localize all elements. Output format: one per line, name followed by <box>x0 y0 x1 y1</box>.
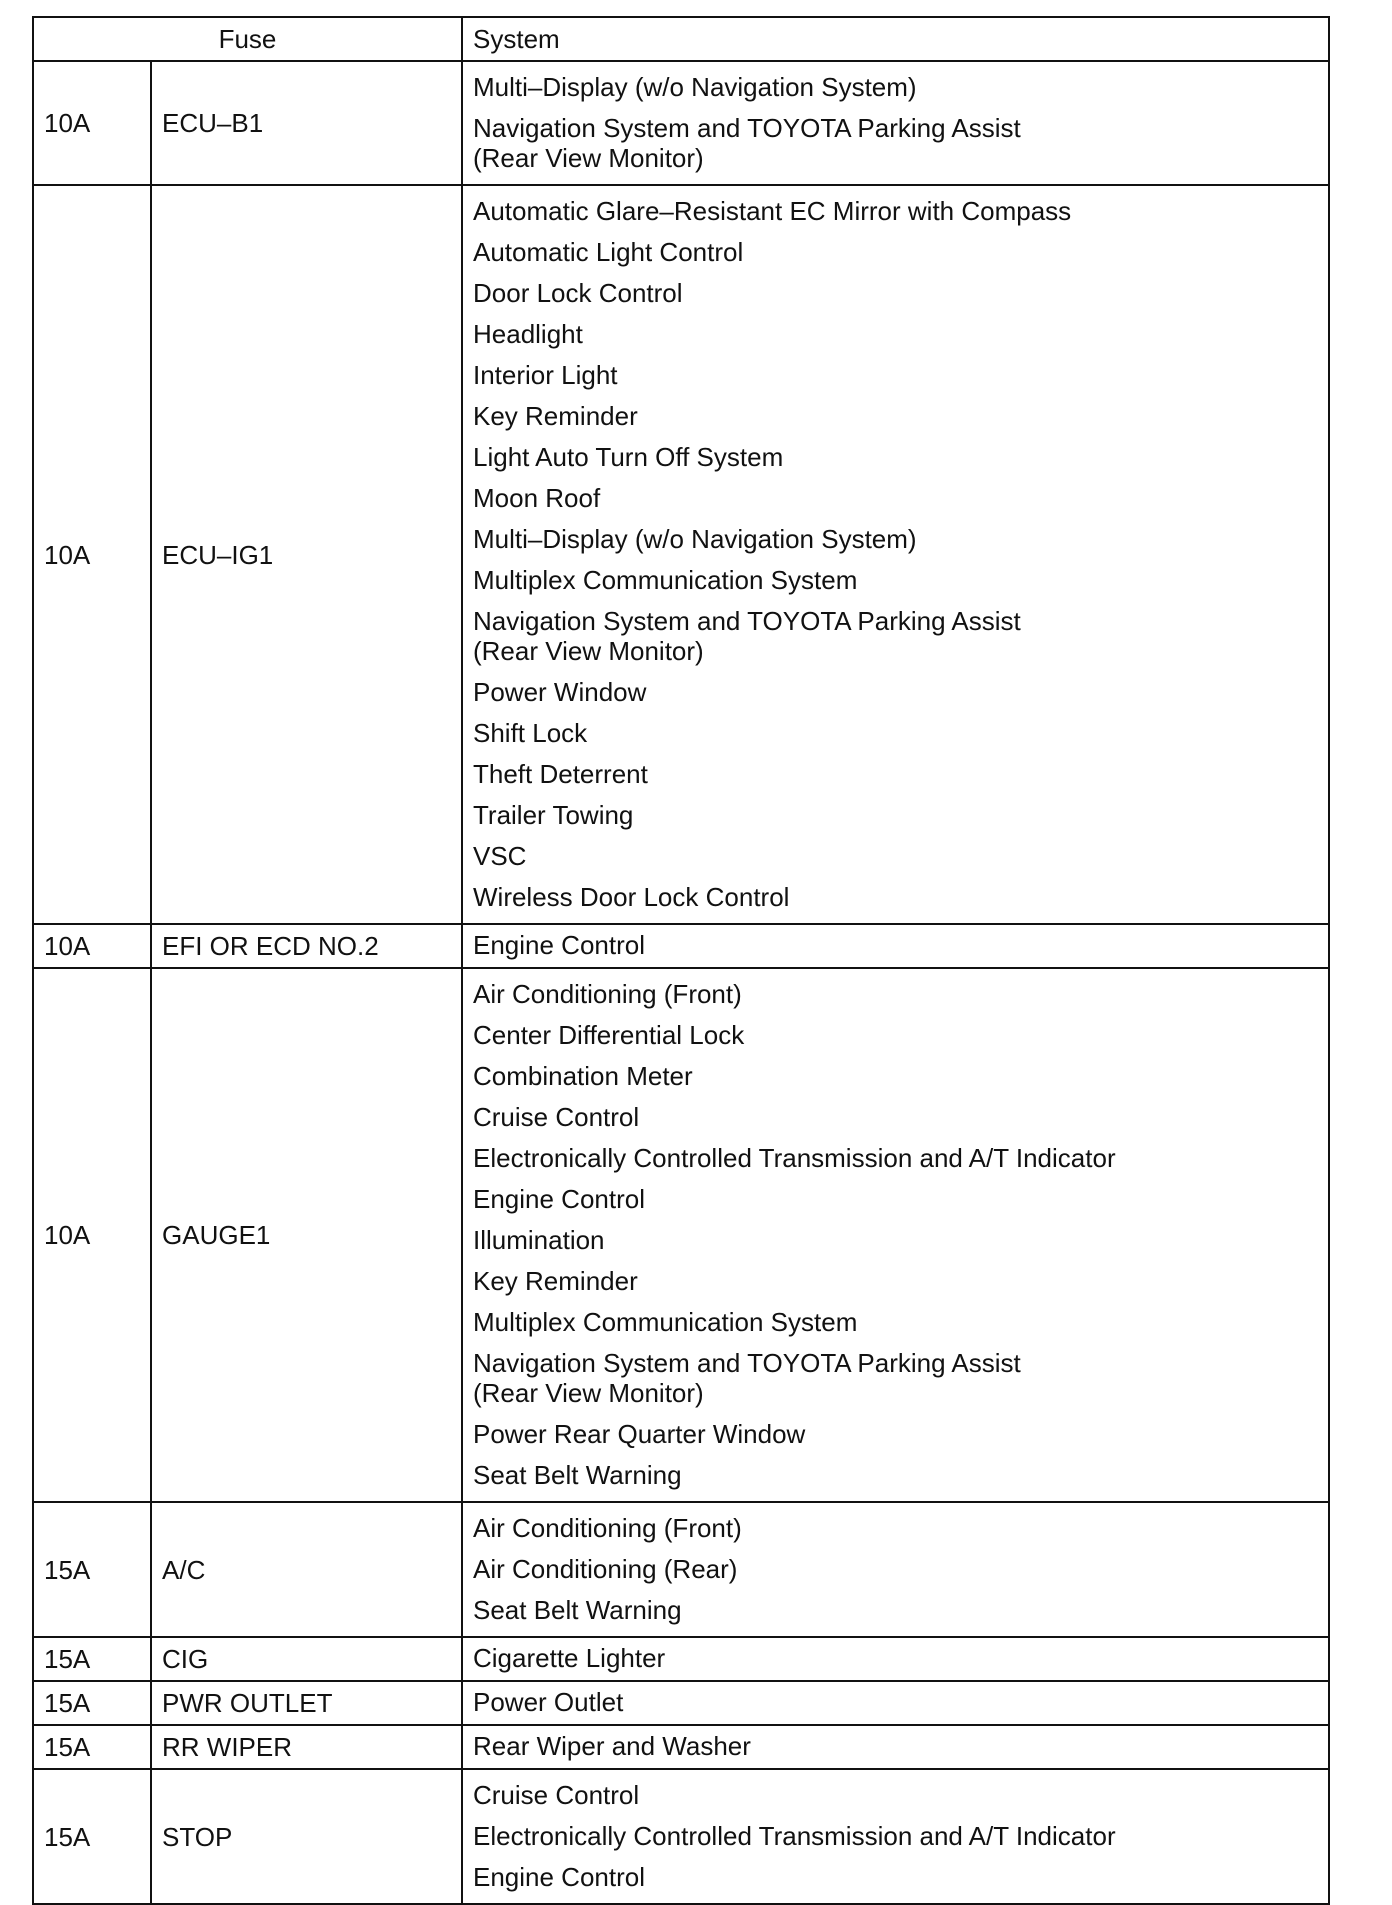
fuse-name: GAUGE1 <box>151 968 462 1502</box>
table-row <box>33 1637 1329 1681</box>
fuse-name: ECU–IG1 <box>151 185 462 924</box>
fuse-name: EFI OR ECD NO.2 <box>151 924 462 968</box>
table-row <box>33 185 1329 924</box>
system-item: Automatic Light Control <box>473 237 744 267</box>
table-body <box>33 61 1329 1904</box>
fuse-name: ECU–B1 <box>151 61 462 185</box>
system-item: Air Conditioning (Front) <box>473 979 742 1009</box>
fuse-name: PWR OUTLET <box>151 1681 462 1725</box>
fuse-amperage: 15A <box>33 1681 151 1725</box>
table-row <box>33 1681 1329 1725</box>
fuse-amperage: 15A <box>33 1769 151 1904</box>
system-item: Electronically Controlled Transmission and A/T Indicator <box>473 1821 1116 1851</box>
system-item: Seat Belt Warning <box>473 1595 682 1625</box>
table-row <box>33 1725 1329 1769</box>
system-list <box>462 61 1329 185</box>
system-item: Moon Roof <box>473 483 601 513</box>
system-item: Rear Wiper and Washer <box>473 1731 751 1761</box>
system-item: Key Reminder <box>473 1266 638 1296</box>
fuse-amperage: 10A <box>33 968 151 1502</box>
table-row <box>33 968 1329 1502</box>
system-item: Door Lock Control <box>473 278 683 308</box>
system-item: Key Reminder <box>473 401 638 431</box>
fuse-amperage: 15A <box>33 1725 151 1769</box>
system-column-header: System <box>462 17 1329 61</box>
fuse-name: A/C <box>151 1502 462 1637</box>
system-list <box>462 1681 1329 1725</box>
system-item: Theft Deterrent <box>473 759 648 789</box>
system-item: Electronically Controlled Transmission and A/T Indicator <box>473 1143 1116 1173</box>
fuse-column-header: Fuse <box>33 17 462 61</box>
system-list <box>462 1502 1329 1637</box>
system-item: Navigation System and TOYOTA Parking Assist (Rear View Monitor) <box>473 1348 1021 1408</box>
system-item: Power Rear Quarter Window <box>473 1419 806 1449</box>
system-item: Multiplex Communication System <box>473 1307 858 1337</box>
system-item: Engine Control <box>473 930 645 960</box>
system-list <box>462 1725 1329 1769</box>
table-row <box>33 1769 1329 1904</box>
system-item: Multi–Display (w/o Navigation System) <box>473 524 917 554</box>
fuse-name: STOP <box>151 1769 462 1904</box>
system-item: Trailer Towing <box>473 800 634 830</box>
system-item: Power Outlet <box>473 1687 624 1717</box>
system-item: Navigation System and TOYOTA Parking Assist (Rear View Monitor) <box>473 606 1021 666</box>
fuse-amperage: 10A <box>33 924 151 968</box>
system-item: Illumination <box>473 1225 605 1255</box>
fuse-amperage: 15A <box>33 1502 151 1637</box>
fuse-name: CIG <box>151 1637 462 1681</box>
system-item: Light Auto Turn Off System <box>473 442 784 472</box>
system-list <box>462 185 1329 924</box>
system-item: Shift Lock <box>473 718 588 748</box>
system-item: Wireless Door Lock Control <box>473 882 790 912</box>
system-list <box>462 1769 1329 1904</box>
system-list <box>462 1637 1329 1681</box>
system-item: Combination Meter <box>473 1061 693 1091</box>
system-item: Cruise Control <box>473 1780 640 1810</box>
system-item: Automatic Glare–Resistant EC Mirror with Compass <box>473 196 1072 226</box>
table-row <box>33 1502 1329 1637</box>
fuse-amperage: 15A <box>33 1637 151 1681</box>
system-item: Seat Belt Warning <box>473 1460 682 1490</box>
system-item: Air Conditioning (Front) <box>473 1513 742 1543</box>
system-item: VSC <box>473 841 527 871</box>
fuse-amperage: 10A <box>33 185 151 924</box>
table-header <box>33 17 1329 61</box>
system-item: Multiplex Communication System <box>473 565 858 595</box>
system-item: Power Window <box>473 677 647 707</box>
system-item: Headlight <box>473 319 583 349</box>
header-row <box>33 17 1329 61</box>
table-row <box>33 61 1329 185</box>
fuse-name: RR WIPER <box>151 1725 462 1769</box>
system-item: Cigarette Lighter <box>473 1643 666 1673</box>
table-row <box>33 924 1329 968</box>
fuse-table <box>32 16 1330 1905</box>
system-item: Navigation System and TOYOTA Parking Assist (Rear View Monitor) <box>473 113 1021 173</box>
system-list <box>462 968 1329 1502</box>
system-item: Engine Control <box>473 1862 645 1892</box>
system-item: Engine Control <box>473 1184 645 1214</box>
system-item: Air Conditioning (Rear) <box>473 1554 738 1584</box>
system-item: Cruise Control <box>473 1102 640 1132</box>
system-item: Center Differential Lock <box>473 1020 745 1050</box>
fuse-amperage: 10A <box>33 61 151 185</box>
system-list <box>462 924 1329 968</box>
system-item: Multi–Display (w/o Navigation System) <box>473 72 917 102</box>
system-item: Interior Light <box>473 360 618 390</box>
